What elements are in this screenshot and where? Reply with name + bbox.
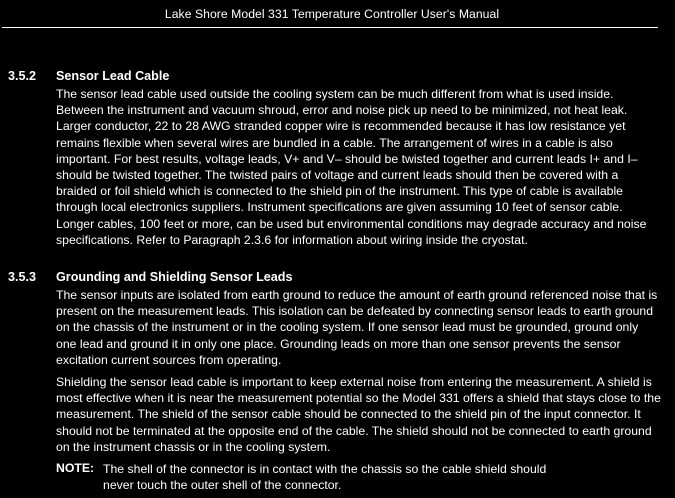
section-number: 3.5.2 — [8, 69, 37, 83]
page-header: Lake Shore Model 331 Temperature Controller User's Manual — [164, 7, 500, 21]
note-label: NOTE: — [56, 461, 95, 475]
header-divider — [2, 27, 658, 28]
note-text: The shell of the connector is in contact with the chassis so the cable shield should never touch the outer shell of the connector. — [103, 462, 547, 492]
section-paragraph: The sensor inputs are isolated from earth ground to reduce the amount of earth ground referenced noise that is present on the measurement leads. This isolation can be defeated by connecting sensor leads to earth ground on the chassis of the instrument or in the cooling system. If one sensor lead must be grounded, ground only one lead and ground it in only one place. Grounding leads on more than one sensor prevents the sensor excitation current sources from operating. — [56, 288, 658, 367]
section-paragraph: Shielding the sensor lead cable is important to keep external noise from entering the measurement. A shield is most effective when it is near the measurement potential so the Model 331 offers a shield that stays close to the measurement. The shield of the sensor cable should be connected to the shield pin of the input connector. It should not be terminated at the opposite end of the cable. The shield should not be connected to earth ground on the instrument chassis or in the cooling system. — [56, 375, 661, 454]
section-title: Sensor Lead Cable — [56, 69, 170, 83]
section-title: Grounding and Shielding Sensor Leads — [56, 270, 293, 284]
section-paragraph: The sensor lead cable used outside the cooling system can be much different from what is used inside. Between the instrument and vacuum shroud, error and noise pick up need to be minimized, not heat leak. Larger conductor, 22 to 28 AWG stranded copper wire is recommended because it has low resistance yet remains flexible when several wires are bundled in a cable. The arrangement of wires in a cable is also important. For best results, voltage leads, V+ and V– should be twisted together and current leads I+ and I– should be twisted together. The twisted pairs of voltage and current leads should then be covered with a braided or foil shield which is connected to the shield pin of the instrument. This type of cable is available through local electronics suppliers. Instrument specifications are given assuming 10 feet of sensor cable. Longer cables, 100 feet or more, can be used but environmental conditions may degrade accuracy and noise specifications. Refer to Paragraph 2.3.6 for information about wiring inside the cryostat. — [56, 87, 647, 247]
section-number: 3.5.3 — [8, 270, 37, 284]
